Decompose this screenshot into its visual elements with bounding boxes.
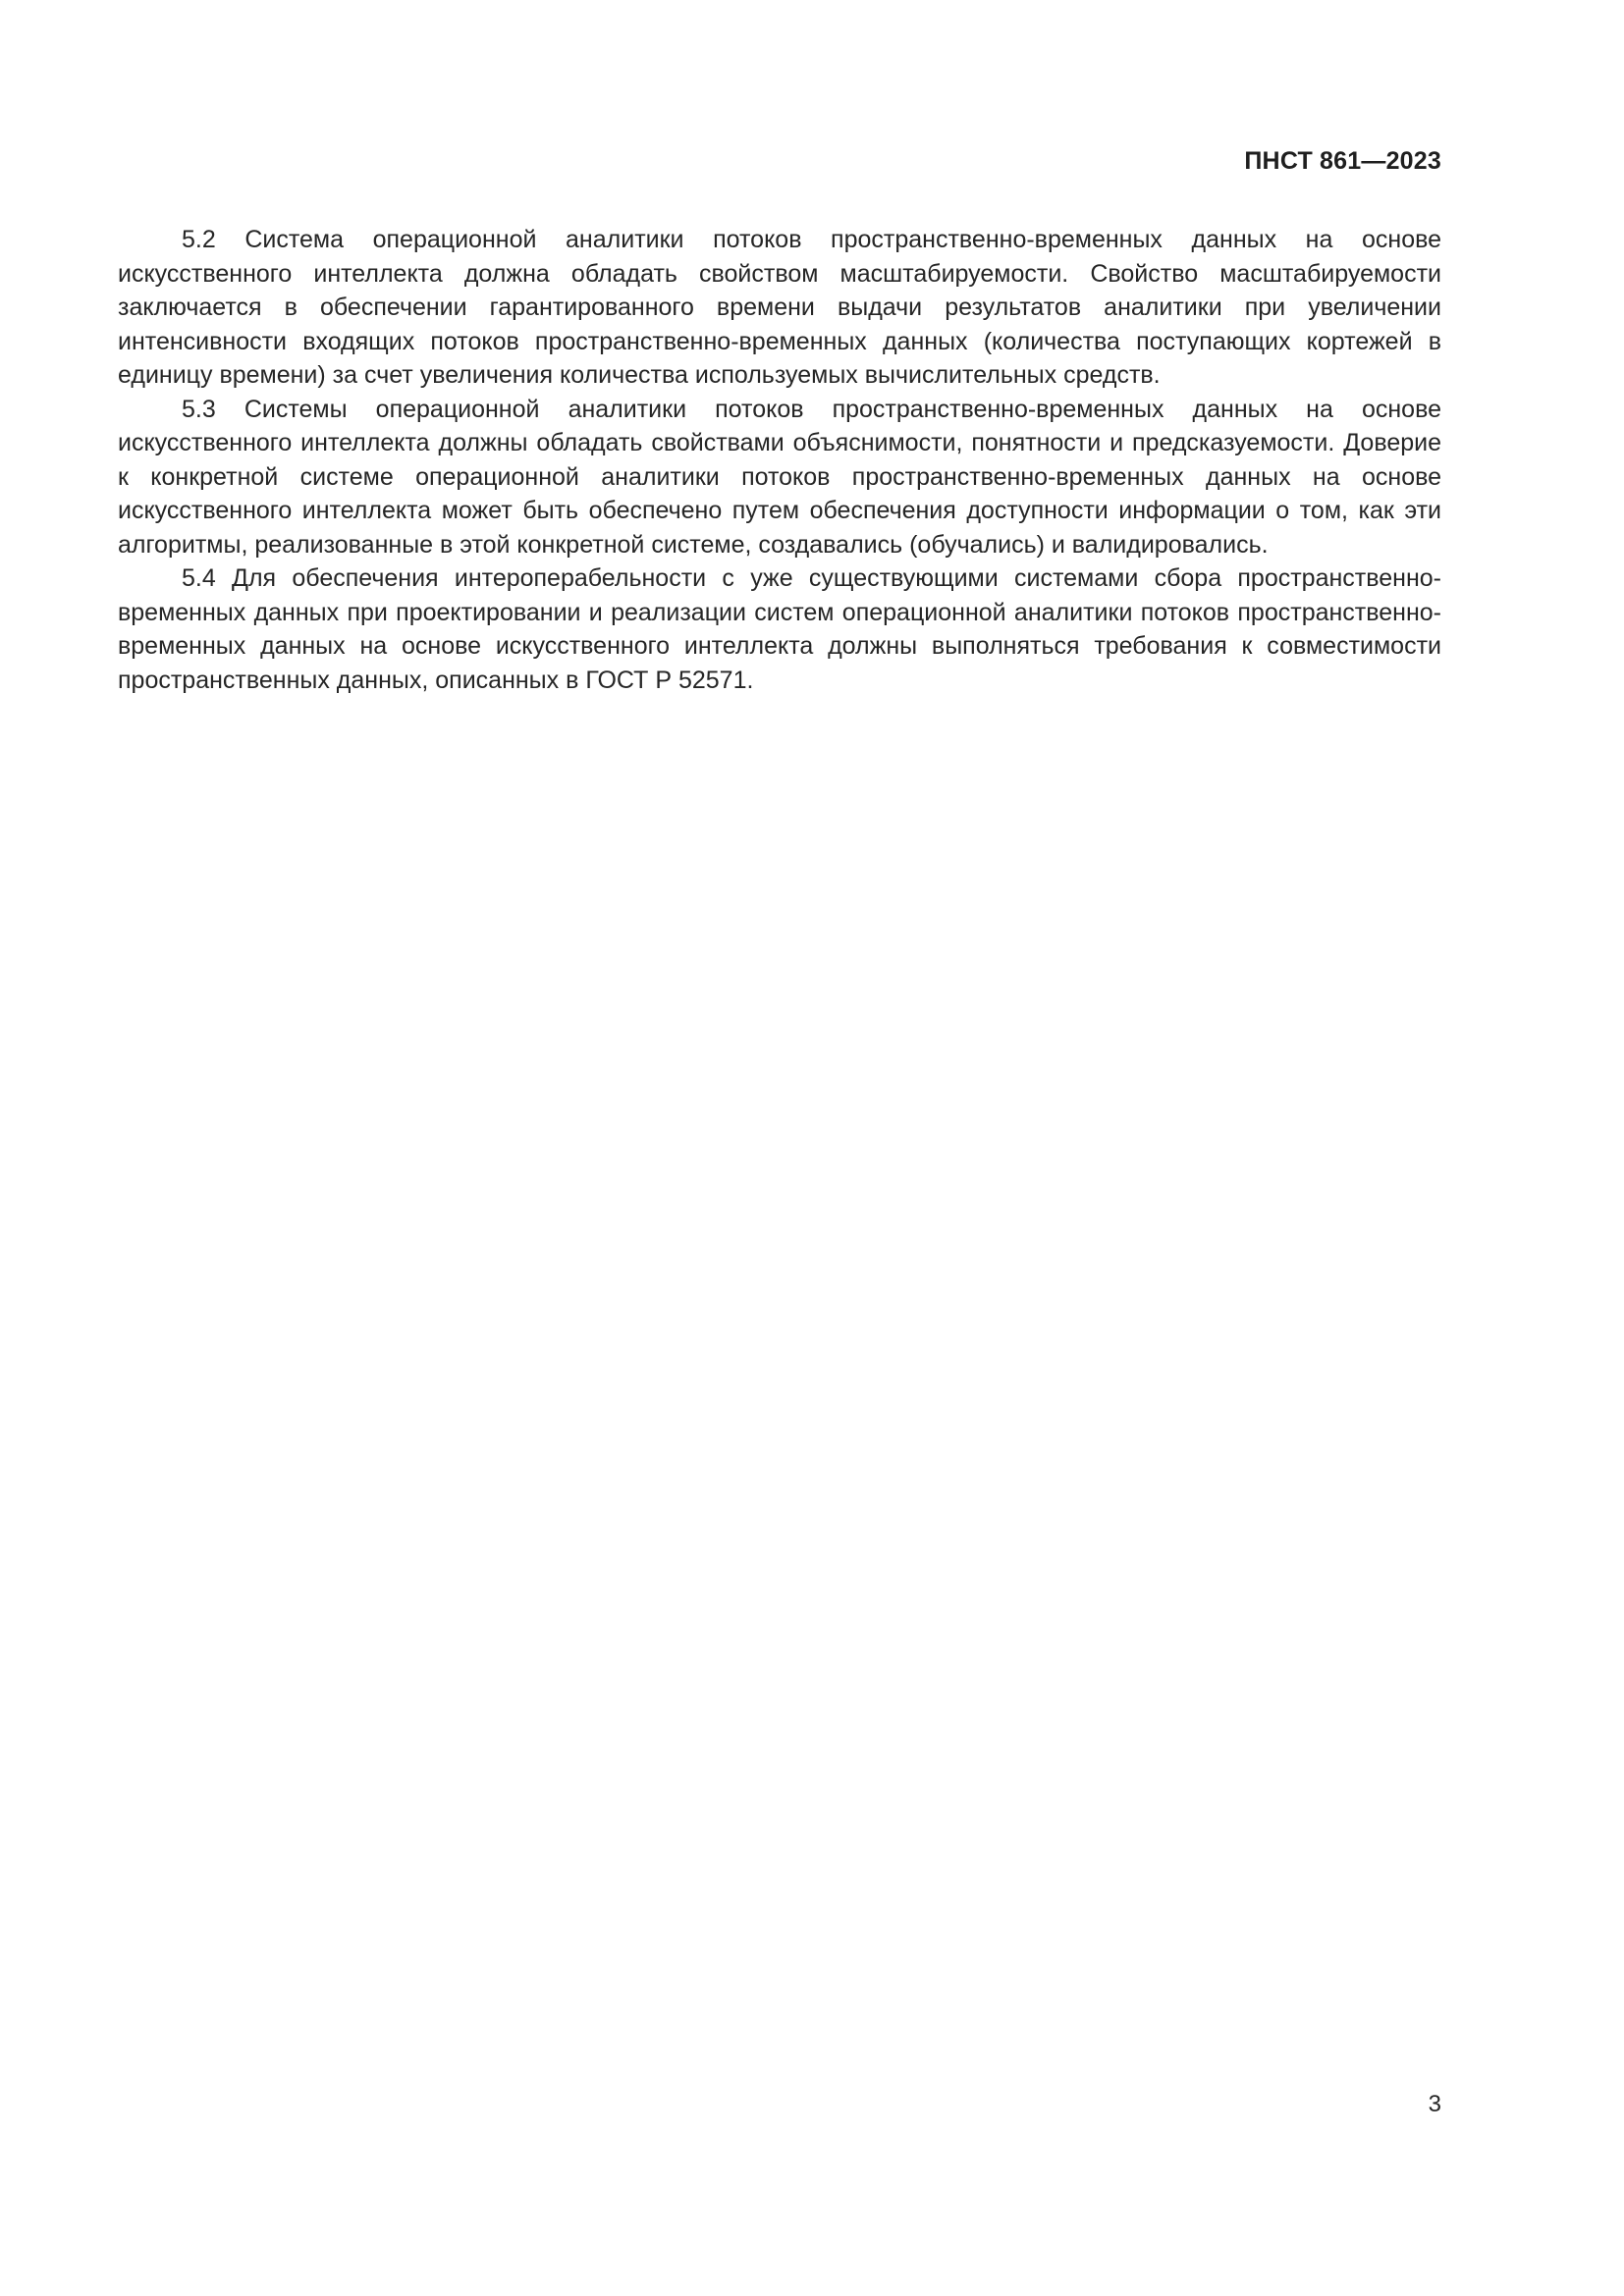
paragraph-5-2: 5.2 Система операционной аналитики потоков пространственно-временных данных на основе искусственного интеллекта должна обладать свойством масштабируемости. Свойство масштабируемости заключается в обеспечении гарантированного времени выдачи результатов аналитики при увеличении интенсивности входящих потоков пространственно-временных данных (количества поступающих кортежей в единицу времени) за счет увеличения количества используемых вычислительных средств. (118, 226, 1441, 389)
document-number: ПНСТ 861—2023 (1244, 147, 1441, 175)
paragraph-5-3: 5.3 Системы операционной аналитики потоков пространственно-временных данных на основе искусственного интеллекта должны обладать свойствами объяснимости, понятности и предсказуемости. Доверие к конкретной системе операционной аналитики потоков пространственно-временных данных на основе искусственного интеллекта может быть обеспечено путем обеспечения доступности информации о том, как эти алгоритмы, реализованные в этой конкретной системе, создавались (обучались) и валидировались. (118, 395, 1441, 559)
paragraph-5-4: 5.4 Для обеспечения интероперабельности с уже существующими системами сбора пространственно-временных данных при проектировании и реализации систем операционной аналитики потоков пространственно-временных данных на основе искусственного интеллекта должны выполняться требования к совместимости пространственных данных, описанных в ГОСТ Р 52571. (118, 564, 1441, 694)
document-body (118, 223, 1441, 697)
page-number: 3 (1428, 2091, 1441, 2117)
